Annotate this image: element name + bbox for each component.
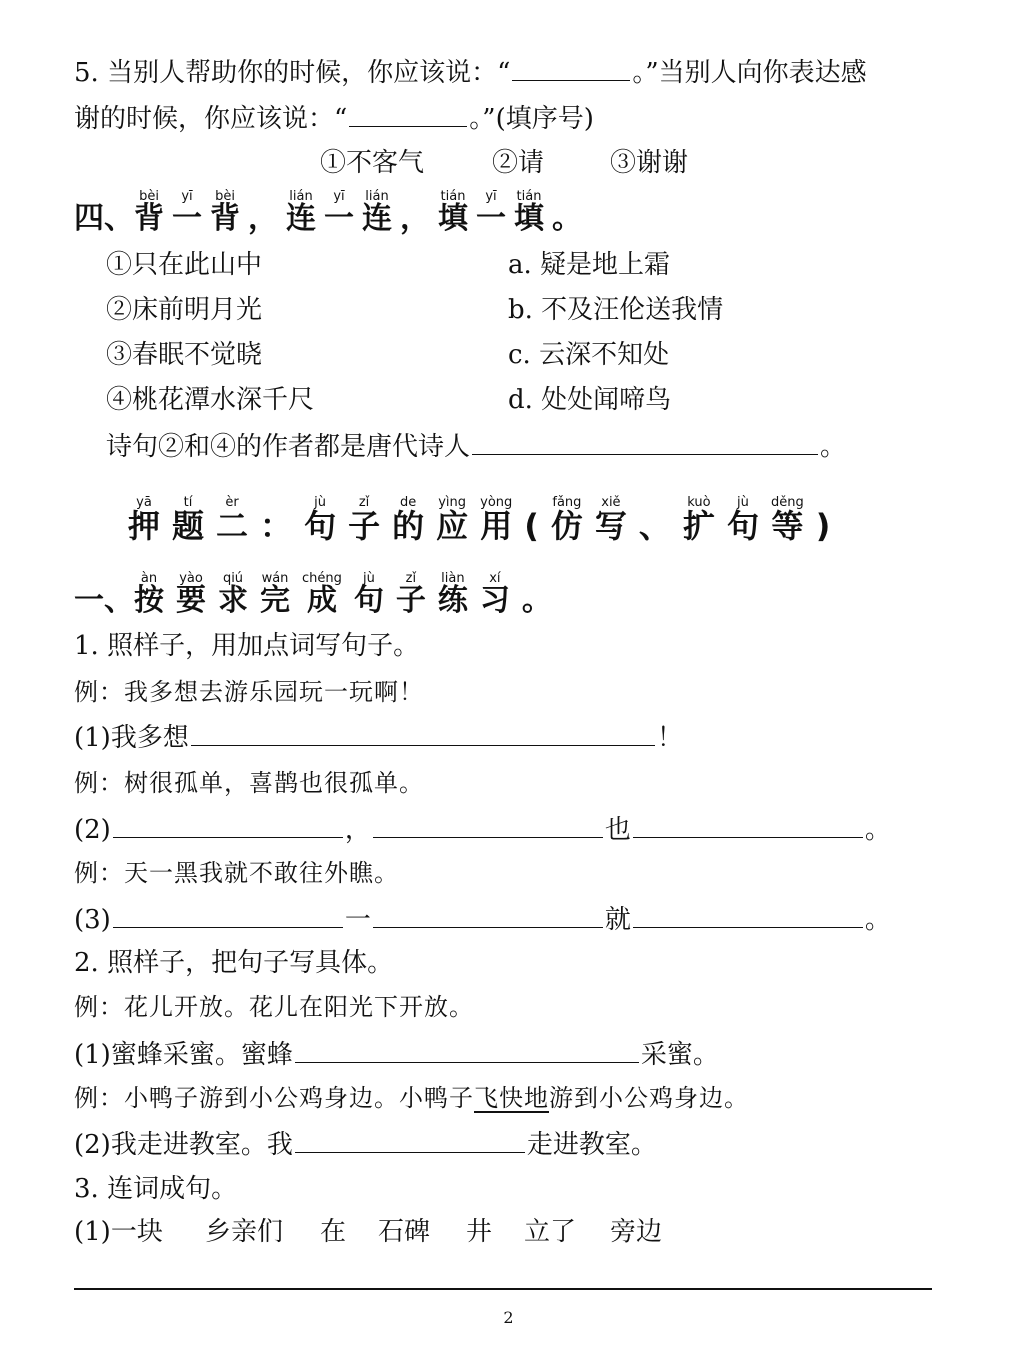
hanzi: ( (524, 507, 539, 545)
pinyin: qiú (222, 571, 244, 586)
poem-right-b[interactable]: b. 不及汪伦送我情 (508, 295, 724, 325)
hanzi: 。 (552, 201, 582, 236)
ruby-char (286, 190, 316, 234)
word-2[interactable]: 乡亲们 (205, 1217, 284, 1247)
q5-line2 (74, 104, 594, 132)
pinyin: yī (333, 189, 345, 204)
hanzi: 应 (436, 507, 469, 545)
ruby-char (304, 495, 337, 545)
ruby-char (552, 190, 582, 234)
ruby-char (524, 496, 539, 545)
answer-1-1 (74, 723, 683, 751)
q5-text-a: 5. 当别人帮助你的时候，你应该说：“ (74, 58, 511, 88)
ruby-char (396, 572, 426, 616)
ruby-char (172, 190, 202, 234)
hanzi: 求 (218, 583, 248, 618)
ruby-char (392, 495, 425, 545)
example-5 (74, 1086, 749, 1110)
answer-1-3-blank-2[interactable] (373, 905, 603, 928)
hanzi: 子 (395, 583, 426, 618)
pinyin: zǐ (358, 495, 370, 510)
hanzi: 二 (216, 507, 249, 545)
pinyin: tián (516, 189, 542, 204)
hanzi: 习 (479, 583, 510, 618)
example-4: 例：花儿开放。花儿在阳光下开放。 (74, 993, 474, 1021)
hanzi: 。 (521, 583, 552, 618)
hanzi: 一 (476, 201, 506, 236)
pinyin: lián (365, 189, 389, 204)
hanzi: 子 (348, 507, 381, 545)
pinyin: bèi (215, 189, 235, 204)
pinyin: lián (289, 189, 313, 204)
answer-2-2-end: 走进教室。 (526, 1130, 657, 1160)
hanzi: 句 (726, 507, 759, 545)
answer-1-1-blank[interactable] (191, 723, 655, 746)
section-4-title (134, 189, 590, 236)
section-4-heading (74, 190, 590, 234)
hanzi: 按 (134, 583, 164, 618)
pinyin: jù (362, 571, 375, 586)
q5-option-3: ③谢谢 (610, 148, 689, 178)
answer-1-3-blank-1[interactable] (113, 905, 343, 928)
pinyin: yìng (438, 495, 467, 510)
ruby-char (815, 496, 831, 545)
section-1-heading (74, 572, 564, 616)
hanzi: 一 (172, 201, 202, 236)
ruby-char (348, 495, 381, 545)
hanzi: 句 (304, 507, 337, 545)
hanzi: 、 (638, 507, 671, 545)
answer-1-3-yi: 一 (344, 905, 371, 935)
pinyin: àn (140, 571, 158, 586)
ruby-char (362, 190, 392, 234)
hanzi: 句 (353, 583, 384, 618)
answer-3-1-label: (1) (74, 1217, 111, 1247)
pinyin: yī (181, 189, 193, 204)
section-1-prefix: 一、 (74, 583, 134, 618)
ruby-char (218, 572, 248, 616)
hanzi: 等 (771, 507, 804, 545)
pinyin: chéng (302, 571, 342, 586)
hanzi: 扩 (682, 507, 715, 545)
ruby-char (522, 572, 552, 616)
hanzi: 填 (514, 201, 544, 236)
pinyin: yī (485, 189, 497, 204)
question-2: 2. 照样子，把句子写具体。 (74, 948, 394, 978)
ruby-char (476, 190, 506, 234)
hanzi: ： (260, 507, 293, 545)
answer-1-2-comma: ， (344, 815, 371, 845)
answer-2-2-blank[interactable] (295, 1130, 525, 1153)
page-number: 2 (503, 1308, 514, 1327)
word-5[interactable]: 井 (466, 1217, 493, 1247)
ruby-char (134, 190, 164, 234)
answer-1-3-jiu: 就 (604, 905, 631, 935)
answer-1-1-end: ！ (656, 723, 683, 753)
word-3[interactable]: 在 (320, 1217, 347, 1247)
pinyin: fǎng (552, 495, 582, 510)
answer-2-1-end: 采蜜。 (640, 1040, 719, 1070)
answer-2-1 (74, 1040, 719, 1068)
author-blank[interactable] (472, 432, 818, 455)
section-1-title (134, 571, 564, 618)
poem-right-c[interactable]: c. 云深不知处 (508, 340, 670, 370)
answer-1-1-prefix: (1)我多想 (74, 723, 189, 753)
pinyin: yào (179, 571, 203, 586)
example-5-text-b: 游到小公鸡身边。 (549, 1084, 749, 1112)
hanzi: 一 (324, 201, 354, 236)
example-5-text-a: 例：小鸭子游到小公鸡身边。小鸭子 (74, 1084, 474, 1112)
author-end: 。 (820, 432, 847, 462)
hanzi: 填 (438, 201, 468, 236)
ruby-char (480, 495, 513, 545)
answer-1-3-end: 。 (864, 905, 891, 935)
hanzi: 要 (176, 583, 206, 618)
q5-text-d: 。”(填序号) (469, 104, 594, 134)
section-4-prefix: 四、 (74, 201, 134, 236)
ruby-char (550, 495, 583, 545)
answer-1-2-blank-3[interactable] (633, 815, 863, 838)
q5-option-2: ②请 (492, 148, 545, 178)
question-1: 1. 照样子，用加点词写句子。 (74, 631, 420, 661)
example-2: 例：树很孤单，喜鹊也很孤单。 (74, 769, 424, 797)
poem-right-a[interactable]: a. 疑是地上霜 (508, 250, 671, 280)
pinyin: yā (136, 495, 152, 510)
pinyin: xiě (601, 495, 621, 510)
answer-2-2 (74, 1130, 657, 1158)
topic-2-heading (128, 495, 842, 545)
answer-3-1 (74, 1219, 163, 1245)
ruby-char (260, 572, 290, 616)
hanzi: ， (400, 201, 430, 236)
q5-option-1: ①不客气 (320, 148, 425, 178)
example-5-underlined: 飞快地 (474, 1084, 549, 1112)
example-1: 例：我多想去游乐园玩一玩啊！ (74, 678, 424, 706)
ruby-char (638, 496, 671, 545)
answer-1-2-blank-1[interactable] (113, 815, 343, 838)
ruby-char (128, 495, 161, 545)
ruby-char (134, 572, 164, 616)
hanzi: 写 (594, 507, 627, 545)
ruby-char (594, 495, 627, 545)
answer-1-2-blank-2[interactable] (373, 815, 603, 838)
q5-blank-2[interactable] (349, 104, 467, 127)
poem-left-4[interactable]: ④桃花潭水深千尺 (106, 385, 315, 415)
pinyin: liàn (441, 571, 465, 586)
ruby-char (216, 495, 249, 545)
pinyin: xí (489, 571, 501, 586)
answer-2-1-blank[interactable] (295, 1040, 639, 1063)
example-3: 例：天一黑我就不敢往外瞧。 (74, 859, 399, 887)
ruby-char (260, 496, 293, 545)
pinyin: wán (261, 571, 289, 586)
answer-2-1-prefix: (1)蜜蜂采蜜。蜜蜂 (74, 1040, 293, 1070)
hanzi: 题 (172, 507, 205, 545)
pinyin: bèi (139, 189, 159, 204)
ruby-char (436, 495, 469, 545)
q5-blank-1[interactable] (512, 58, 630, 81)
ruby-char (400, 190, 430, 234)
ruby-char (682, 495, 715, 545)
hanzi: 完 (260, 583, 290, 618)
word-6[interactable]: 立了 (524, 1217, 577, 1247)
pinyin: tián (440, 189, 466, 204)
pinyin: jù (314, 495, 326, 510)
ruby-char (438, 190, 468, 234)
hanzi: 成 (306, 583, 337, 618)
hanzi: 背 (210, 201, 240, 236)
poem-left-1[interactable]: ①只在此山中 (106, 250, 263, 280)
word-1[interactable]: 一块 (110, 1217, 163, 1247)
ruby-char (172, 495, 205, 545)
pinyin: èr (225, 495, 239, 510)
answer-1-2-ye: 也 (604, 815, 631, 845)
answer-1-3-prefix: (3) (74, 905, 111, 935)
answer-line[interactable] (74, 1288, 932, 1290)
answer-1-2-end: 。 (864, 815, 891, 845)
hanzi: 押 (128, 507, 161, 545)
ruby-char (210, 190, 240, 234)
pinyin: tí (183, 495, 193, 510)
hanzi: 仿 (550, 507, 583, 545)
answer-2-2-prefix: (2)我走进教室。我 (74, 1130, 293, 1160)
ruby-char (480, 572, 510, 616)
answer-1-3 (74, 905, 891, 933)
pinyin: jù (737, 495, 749, 510)
ruby-char (302, 572, 342, 616)
pinyin: kuò (687, 495, 711, 510)
q5-text-b: 。”当别人向你表达感 (632, 58, 867, 88)
hanzi: ) (815, 507, 831, 545)
poem-left-3[interactable]: ③春眠不觉晓 (106, 340, 263, 370)
hanzi: 的 (392, 507, 425, 545)
ruby-char (176, 572, 206, 616)
answer-1-3-blank-3[interactable] (633, 905, 863, 928)
hanzi: 连 (286, 201, 316, 236)
ruby-char (248, 190, 278, 234)
author-question-text: 诗句②和④的作者都是唐代诗人 (106, 432, 471, 462)
word-4[interactable]: 石碑 (378, 1217, 431, 1247)
author-question (106, 432, 846, 460)
ruby-char (514, 190, 544, 234)
ruby-char (438, 572, 468, 616)
hanzi: 练 (437, 583, 468, 618)
answer-1-2 (74, 815, 891, 843)
ruby-char (726, 495, 759, 545)
pinyin: de (399, 495, 417, 510)
ruby-char (324, 190, 354, 234)
poem-left-2[interactable]: ②床前明月光 (106, 295, 263, 325)
hanzi: ， (248, 201, 278, 236)
answer-1-2-prefix: (2) (74, 815, 111, 845)
q5-line1 (74, 58, 867, 86)
q5-text-c: 谢的时候，你应该说：“ (74, 104, 348, 134)
poem-right-d[interactable]: d. 处处闻啼鸟 (508, 385, 672, 415)
hanzi: 用 (480, 507, 513, 545)
hanzi: 背 (134, 201, 164, 236)
ruby-char (770, 495, 804, 545)
word-7[interactable]: 旁边 (610, 1217, 663, 1247)
hanzi: 连 (362, 201, 392, 236)
pinyin: yòng (480, 495, 513, 510)
pinyin: děng (770, 495, 804, 510)
ruby-char (354, 572, 384, 616)
question-3: 3. 连词成句。 (74, 1174, 238, 1204)
pinyin: zǐ (405, 571, 417, 586)
